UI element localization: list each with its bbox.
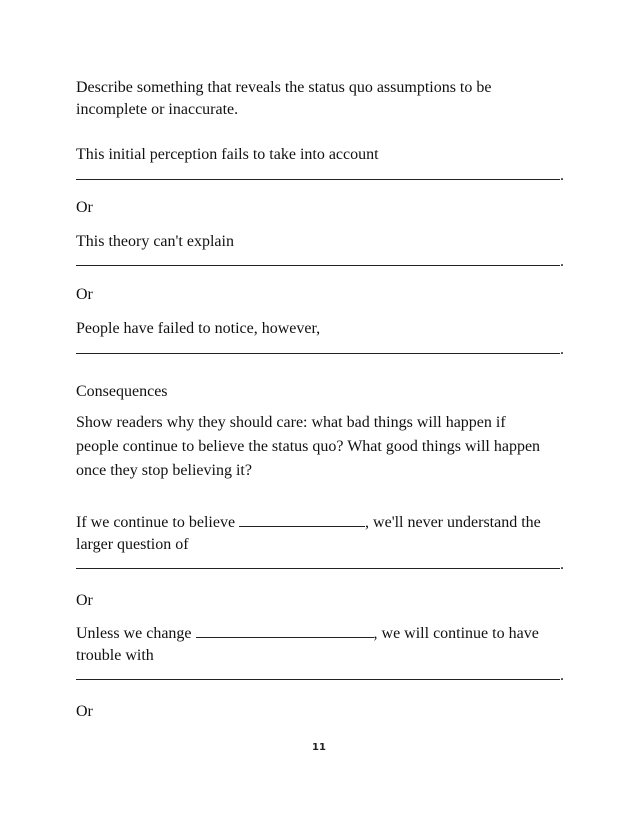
template-3-text: People have failed to notice, however, <box>76 320 321 337</box>
period: . <box>560 253 564 270</box>
template-2-text: This theory can't explain <box>76 233 234 250</box>
template-5-line-2: trouble with <box>76 647 154 664</box>
prompt-line-2: incomplete or inaccurate. <box>76 101 239 118</box>
or-label-2: Or <box>76 286 93 303</box>
template-1-text: This initial perception fails to take into account <box>76 146 379 163</box>
template-2-blank <box>76 252 564 272</box>
template-1-blank <box>76 166 564 186</box>
blank-line <box>76 352 560 354</box>
blank-line <box>76 678 560 680</box>
consequences-line-3: once they stop believing it? <box>76 462 252 479</box>
template-4-line-2: larger question of <box>76 536 189 553</box>
period: . <box>560 341 564 358</box>
period: . <box>560 667 564 684</box>
template-5-line-1 <box>76 624 539 644</box>
or-label-1: Or <box>76 199 93 216</box>
consequences-line-2: people continue to believe the status quo? What good things will happen <box>76 438 541 455</box>
template-4-blank <box>76 555 564 575</box>
page-number: 11 <box>312 742 326 753</box>
template-4-post: , we'll never understand the <box>365 514 541 531</box>
period: . <box>560 167 564 184</box>
document-page <box>76 0 576 826</box>
consequences-line-1: Show readers why they should care: what bad things will happen if <box>76 414 506 431</box>
consequences-heading: Consequences <box>76 383 168 400</box>
inline-blank <box>239 525 365 527</box>
blank-line <box>76 178 560 180</box>
or-label-3: Or <box>76 592 93 609</box>
template-5-post: , we will continue to have <box>373 625 539 642</box>
template-5-pre: Unless we change <box>76 625 196 642</box>
period: . <box>560 556 564 573</box>
template-3-blank <box>76 340 564 360</box>
prompt-line-1: Describe something that reveals the status quo assumptions to be <box>76 79 492 96</box>
template-5-blank <box>76 666 564 686</box>
blank-line <box>76 567 560 569</box>
template-4-line-1 <box>76 513 541 533</box>
or-label-4: Or <box>76 703 93 720</box>
blank-line <box>76 264 560 266</box>
template-4-pre: If we continue to believe <box>76 514 240 531</box>
inline-blank <box>196 636 374 638</box>
